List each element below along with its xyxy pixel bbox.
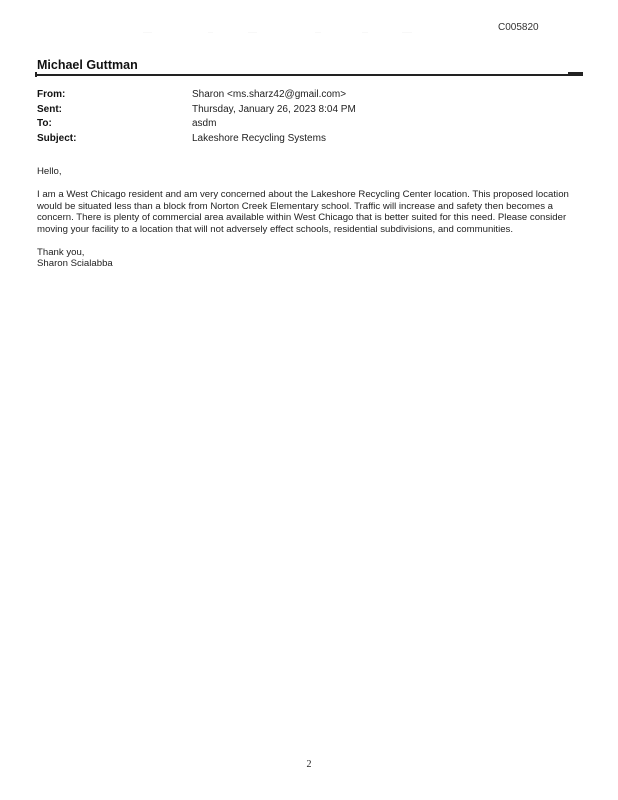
metadata-mark: ·········· [402, 30, 412, 34]
redacted-metadata-row [0, 30, 618, 36]
header-value: Lakeshore Recycling Systems [192, 132, 326, 144]
email-header-sent [37, 103, 577, 118]
email-header-subject [37, 132, 577, 147]
header-rule-end [568, 72, 583, 76]
page-number: 2 [306, 759, 312, 770]
header-value: Sharon <ms.sharz42@gmail.com> [192, 89, 347, 100]
header-label: From: [37, 89, 66, 100]
header-label: To: [37, 118, 52, 129]
mailbox-owner-name: Michael Guttman [37, 58, 138, 72]
header-rule [37, 74, 583, 76]
header-label: Sent: [37, 103, 62, 115]
metadata-mark: ······ [362, 30, 368, 34]
metadata-mark: ········· [248, 30, 257, 34]
header-label: Subject: [37, 132, 77, 144]
metadata-mark: ····· [208, 30, 213, 34]
metadata-mark: ······ [315, 30, 321, 34]
signature: Sharon Scialabba [37, 258, 113, 269]
email-header-from [37, 88, 577, 103]
email-header [37, 88, 577, 146]
greeting: Hello, [37, 166, 62, 177]
email-body [37, 166, 582, 270]
metadata-mark: ········· [143, 30, 152, 34]
email-header-to [37, 117, 577, 132]
bates-number: C005820 [498, 22, 539, 33]
body-paragraph: I am a West Chicago resident and am very concerned about the Lakeshore Recycling Center location. This proposed location would be situated less than a block from Norton Creek Elementary school. Traffic will increase and safety then becomes a concern. There is plenty of commercial area available within West Chicago that is better suited for this need. Please consider moving your facility to a location that will not adversely effect schools, residential subdivisions, and communities. [37, 189, 569, 235]
header-value: asdm [192, 118, 217, 129]
header-value: Thursday, January 26, 2023 8:04 PM [192, 103, 356, 115]
closing: Thank you, [37, 246, 85, 258]
